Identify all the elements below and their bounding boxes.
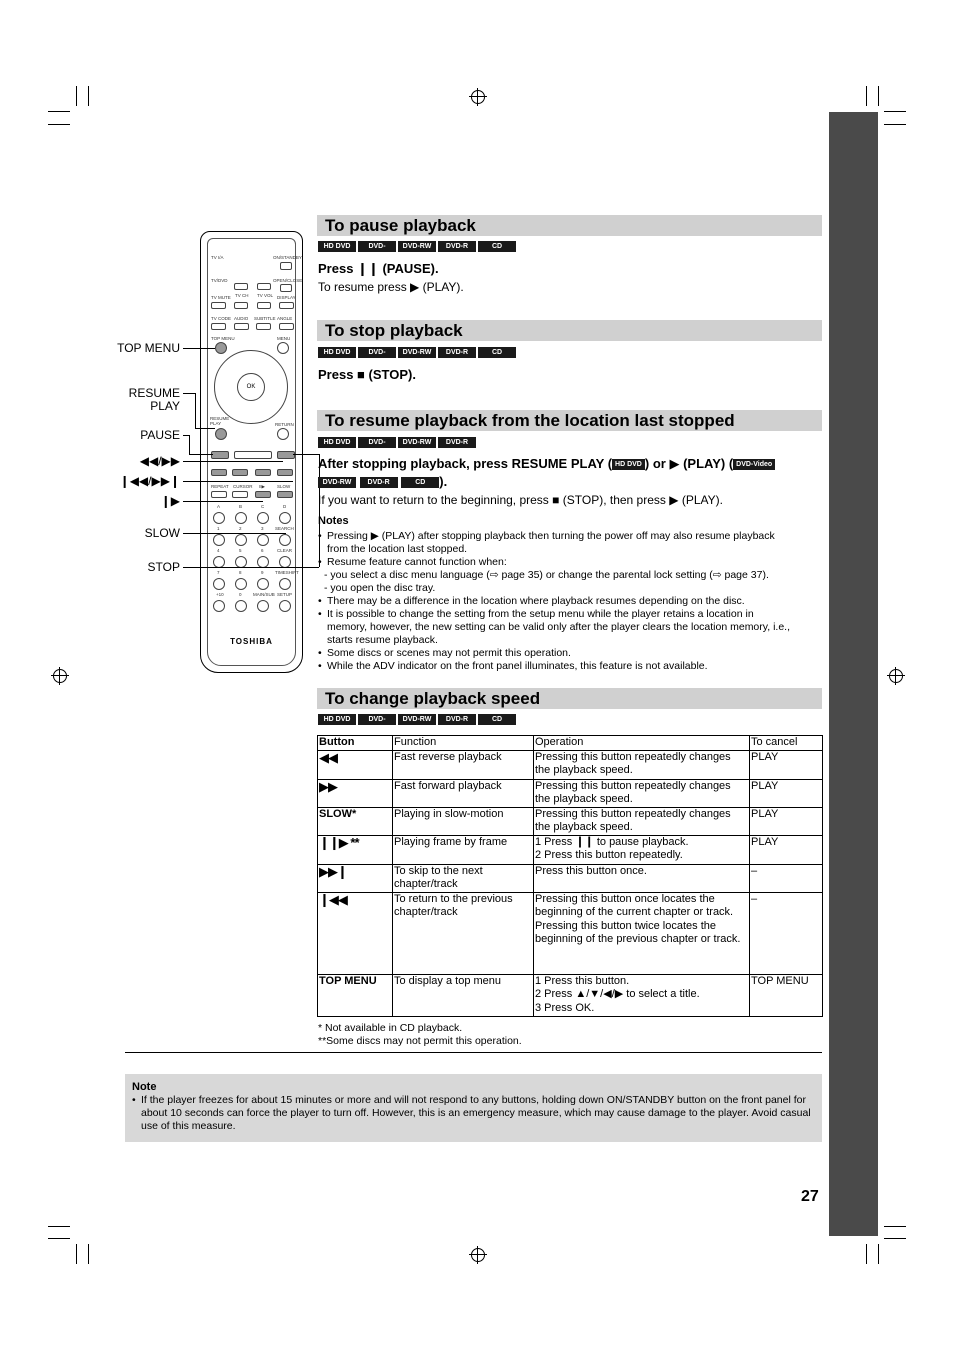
repeat-button[interactable] [211, 491, 227, 498]
section-title-resume: To resume playback from the location last stopped [317, 410, 822, 431]
column-header: Operation [534, 736, 750, 751]
function-cell: Playing in slow-motion [393, 807, 534, 835]
return-to-beginning [318, 493, 723, 507]
leader-line [183, 348, 215, 349]
leader-line [183, 393, 195, 394]
badge-dvd-video: DVD-Video [733, 459, 775, 470]
n1-label: 1 [217, 526, 220, 531]
tv-dvd-label: TV/DVD [211, 278, 228, 283]
open-close-button[interactable] [280, 284, 292, 292]
n9-button[interactable] [257, 578, 269, 590]
resume-instruction-line2 [318, 474, 447, 489]
callout-resume-play: RESUME PLAY [128, 386, 180, 413]
page-number: 27 [801, 1188, 819, 1205]
crop-mark [48, 1226, 70, 1227]
note-item: - you open the disc tray. [324, 582, 436, 594]
stop-icon: ■ [552, 493, 560, 507]
cancel-cell: – [750, 864, 823, 892]
leader-line [183, 533, 286, 534]
table-row [318, 974, 823, 1016]
registration-mark [53, 669, 67, 683]
top-menu-label: TOP MENU [211, 336, 235, 341]
crop-mark [866, 1244, 867, 1264]
badge-dvd-rw: DVD-RW [398, 437, 436, 448]
crop-mark [884, 1226, 906, 1227]
operation-cell: Pressing this button repeatedly changes the playback speed. [534, 807, 750, 835]
frame-label: II▶ [259, 484, 265, 489]
badge-dvd-video: DVD-Video [358, 437, 396, 448]
n3-label: 3 [261, 526, 264, 531]
table-row [318, 864, 823, 892]
crop-mark [88, 1244, 89, 1264]
function-cell: To return to the previous chapter/track [393, 892, 534, 974]
crop-mark [88, 86, 89, 106]
beginning-a: If you want to return to the beginning, press [318, 493, 549, 507]
badge-dvd-r: DVD-R [438, 714, 476, 725]
divider [125, 1052, 822, 1053]
resume-instruction-a: After stopping playback, press RESUME PLAY ( [318, 456, 613, 471]
repeat-label: REPEAT [211, 484, 229, 489]
crop-mark [48, 1238, 70, 1239]
playback-speed-table [317, 735, 823, 1017]
return-button[interactable] [277, 428, 289, 440]
notes-list [318, 530, 823, 673]
n8-button[interactable] [235, 578, 247, 590]
n9-label: 9 [261, 570, 264, 575]
operation-cell: Pressing this button repeatedly changes the playback speed. [534, 750, 750, 779]
remote-control-illustration [200, 231, 303, 673]
callout-frame: ❙▶ [160, 494, 180, 508]
d-label: D [283, 504, 287, 509]
button-cell [318, 835, 393, 864]
subtitle-label: SUBTITLE [254, 316, 276, 321]
disc-badges [318, 437, 476, 457]
function-cell: Fast forward playback [393, 779, 534, 807]
n1-button[interactable] [213, 534, 225, 546]
badge-hd-dvd: HD DVD [318, 437, 356, 448]
pause-icon: ❙❙ [357, 261, 379, 276]
callout-top-menu: TOP MENU [117, 341, 180, 355]
skip-back-icon: ❙◀◀ [319, 891, 347, 907]
skip-forward-button[interactable] [277, 469, 293, 476]
cancel-cell: PLAY [750, 779, 823, 807]
button-cell: SLOW* [318, 807, 393, 835]
setup-button[interactable] [279, 600, 291, 612]
operation-cell: Press this button once. [534, 864, 750, 892]
tv-code-label: TV CODE [211, 316, 232, 321]
pause-instruction [318, 261, 439, 277]
tv-vol-up-button[interactable] [257, 283, 271, 290]
registration-mark [471, 90, 485, 104]
b-label: B [239, 504, 243, 509]
operation-cell: Pressing this button repeatedly changes the playback speed. [534, 779, 750, 807]
button-cell [318, 750, 393, 779]
footnotes [318, 1022, 522, 1048]
menu-button[interactable] [277, 342, 289, 354]
operation-cell: Pressing this button once locates the beginning of the current chapter or track. Pressing this button twice locates the beginning of the previous chapter or track. [534, 892, 750, 974]
note-item: • It is possible to change the setting from the setup menu while the player retains a location in [318, 608, 823, 621]
pause-button[interactable] [211, 451, 229, 459]
subtitle-button[interactable] [256, 323, 271, 330]
operation-cell: 1 Press ❙❙ to pause playback. 2 Press this button repeatedly. [534, 835, 750, 864]
cancel-cell: PLAY [750, 807, 823, 835]
slow-label: SLOW [277, 484, 291, 489]
return-label: RETURN [275, 422, 294, 427]
leader-line [183, 481, 293, 482]
button-cell [318, 864, 393, 892]
disc-badges [318, 347, 516, 367]
badge-cd: CD [478, 241, 516, 252]
note-item: memory, however, the new setting can be valid only after the player clears the location memory, i.e., [327, 621, 790, 633]
column-header: To cancel [750, 736, 823, 751]
note-item: • While the ADV indicator on the front panel illuminates, this feature is not available. [318, 660, 823, 673]
badge-cd: CD [478, 347, 516, 358]
press-button-name: (STOP). [368, 367, 416, 382]
setup-label: SETUP [277, 592, 293, 597]
section-title-pause: To pause playback [317, 215, 822, 236]
n2-button[interactable] [235, 534, 247, 546]
callout-pause: PAUSE [140, 428, 180, 442]
leader-line [183, 501, 263, 502]
table-row [318, 750, 823, 779]
button-cell [318, 779, 393, 807]
leader-line [183, 567, 319, 568]
function-cell: Playing frame by frame [393, 835, 534, 864]
resume-play-button[interactable] [215, 428, 227, 440]
press-prefix: Press [318, 261, 354, 276]
crop-mark [884, 124, 906, 125]
cancel-cell: PLAY [750, 750, 823, 779]
rewind-button[interactable] [232, 469, 248, 476]
tv-code-button[interactable] [211, 323, 226, 330]
n3-button[interactable] [257, 534, 269, 546]
leader-line [293, 454, 319, 455]
callout-stop: STOP [147, 560, 180, 574]
crop-mark [866, 86, 867, 106]
leader-line [195, 393, 196, 428]
play-icon: ▶ [669, 456, 680, 471]
stop-button[interactable] [277, 451, 295, 459]
footnote: **Some discs may not permit this operation. [318, 1035, 522, 1047]
table-row [318, 835, 823, 864]
badge-dvd-r: DVD-R [438, 241, 476, 252]
resume-hint-text: To resume press [318, 280, 407, 294]
crop-mark [76, 1244, 77, 1264]
brand-logo: TOSHIBA [230, 637, 273, 646]
note-item: • Pressing ▶ (PLAY) after stopping playback then turning the power off may also resume playback [318, 530, 823, 543]
crop-mark [48, 124, 70, 125]
badge-dvd-r: DVD-R [438, 347, 476, 358]
note-text: • If the player freezes for about 15 minutes or more and will not respond to any buttons, holding down ON/STANDBY button on the front panel for about 10 seconds can force the player to turn off. However, this is an emergency measure, which may cause damage to the player. Avoid casual use of this measure. [132, 1094, 812, 1133]
search-label: SEARCH [275, 526, 294, 531]
d-button[interactable] [279, 512, 291, 524]
button-cell: TOP MENU [318, 974, 393, 1016]
fast-forward-button[interactable] [255, 469, 271, 476]
audio-label: AUDIO [234, 316, 249, 321]
n8-label: 8 [239, 570, 242, 575]
disc-badges [318, 241, 516, 261]
crop-mark [884, 111, 906, 112]
skip-forward-icon: ▶▶❙ [319, 863, 347, 879]
note-item: • Resume feature cannot function when: [318, 556, 823, 569]
badge-hd-dvd: HD DVD [612, 459, 645, 470]
notes-title: Notes [318, 515, 349, 527]
resume-instruction-end: ). [439, 474, 448, 489]
callout-rev-fwd: ◀◀/▶▶ [139, 454, 180, 468]
table-row [318, 892, 823, 974]
top-menu-button[interactable] [215, 342, 227, 354]
note-box [125, 1074, 822, 1142]
angle-button[interactable] [279, 323, 294, 330]
badge-cd: CD [401, 477, 439, 488]
badge-dvd-rw: DVD-RW [398, 714, 436, 725]
badge-cd: CD [478, 714, 516, 725]
audio-button[interactable] [234, 323, 249, 330]
main-sub-button[interactable] [257, 600, 269, 612]
crop-mark [884, 1238, 906, 1239]
badge-dvd-video: DVD-Video [358, 714, 396, 725]
column-header: Function [393, 736, 534, 751]
clear-label: CLEAR [277, 548, 293, 553]
a-button[interactable] [213, 512, 225, 524]
fast-forward-icon: ▶▶ [319, 778, 337, 794]
stop-instruction [318, 367, 416, 382]
crop-mark [878, 1244, 879, 1264]
frame-advance-icon: ❙❙▶ ** [319, 834, 359, 850]
leader-line [189, 435, 190, 454]
crop-mark [76, 86, 77, 106]
cancel-cell: – [750, 892, 823, 974]
play-icon: ▶ [669, 493, 679, 507]
press-prefix: Press [318, 367, 354, 382]
button-cell [318, 892, 393, 974]
leader-line [195, 428, 215, 429]
tv-power-label: TV I/А [211, 255, 224, 260]
search-button[interactable] [279, 534, 291, 546]
main-sub-label: MAIN/SUB [253, 592, 275, 597]
stop-icon: ■ [357, 367, 365, 382]
skip-back-button[interactable] [211, 469, 227, 476]
menu-label: MENU [277, 336, 291, 341]
cursor-label: CURSOR [233, 484, 253, 489]
table-row [318, 779, 823, 807]
tv-ch-up-button[interactable] [234, 283, 248, 290]
footnote: * Not available in CD playback. [318, 1022, 463, 1034]
resume-play-label: RESUME PLAY [210, 416, 230, 426]
n4-label: 4 [217, 548, 220, 553]
badge-dvd-r: DVD-R [438, 437, 476, 448]
rewind-icon: ◀◀ [319, 749, 337, 765]
resume-instruction-c: (PLAY) ( [683, 456, 734, 471]
note-item: - you select a disc menu language (⇨ page 35) or change the parental lock setting (⇨ page 37). [324, 569, 769, 581]
table-header-row [318, 736, 823, 751]
function-cell: To skip to the next chapter/track [393, 864, 534, 892]
frame-advance-button[interactable] [255, 491, 271, 498]
timeshift-label: TIMESHIFT [275, 570, 299, 575]
resume-hint [318, 280, 464, 294]
note-item: from the location last stopped. [327, 543, 468, 555]
operation-cell: 1 Press this button. 2 Press ▲/▼/◀/▶ to select a title. 3 Press OK. [534, 974, 750, 1016]
callout-slow: SLOW [144, 526, 180, 540]
plus10-label: +10 [216, 592, 224, 597]
badge-hd-dvd: HD DVD [318, 347, 356, 358]
badge-dvd-rw: DVD-RW [398, 241, 436, 252]
function-cell: Fast reverse playback [393, 750, 534, 779]
zero-button[interactable] [235, 600, 247, 612]
badge-dvd-r: DVD-R [360, 477, 398, 488]
resume-instruction-b: ) or [644, 456, 666, 471]
cancel-cell: PLAY [750, 835, 823, 864]
tv-ch-down-button[interactable] [234, 302, 248, 309]
beginning-b: (STOP), then press [562, 493, 666, 507]
section-title-stop: To stop playback [317, 320, 822, 341]
registration-mark [889, 669, 903, 683]
on-standby-label: ON/STANDBY [273, 255, 302, 260]
n7-label: 7 [217, 570, 220, 575]
press-button-name: (PAUSE). [382, 261, 439, 276]
badge-hd-dvd: HD DVD [318, 714, 356, 725]
play-icon: ▶ [410, 280, 420, 294]
chapter-side-tab [829, 112, 878, 1236]
note-title: Note [132, 1081, 157, 1093]
open-close-label: OPEN/CLOSE [273, 278, 303, 283]
zero-label: 0 [239, 592, 242, 597]
c-button[interactable] [257, 512, 269, 524]
section-title-speed: To change playback speed [317, 688, 822, 709]
note-item: • There may be a difference in the location where playback resumes depending on the disc. [318, 595, 823, 608]
tv-vol-down-button[interactable] [257, 302, 271, 309]
beginning-c: (PLAY). [681, 493, 723, 507]
cursor-button[interactable] [232, 491, 248, 498]
badge-dvd-rw: DVD-RW [318, 477, 356, 488]
n2-label: 2 [239, 526, 242, 531]
tv-mute-button[interactable] [211, 302, 226, 309]
angle-label: ANGLE [277, 316, 293, 321]
badge-dvd-rw: DVD-RW [398, 347, 436, 358]
badge-dvd-video: DVD-Video [358, 241, 396, 252]
leader-line [183, 461, 283, 462]
n7-button[interactable] [213, 578, 225, 590]
callout-skip: ❙◀◀/▶▶❙ [119, 474, 180, 488]
registration-mark [471, 1248, 485, 1262]
plus10-button[interactable] [213, 600, 225, 612]
power-button[interactable] [280, 262, 292, 270]
b-button[interactable] [235, 512, 247, 524]
n5-label: 5 [239, 548, 242, 553]
direction-pad[interactable] [214, 350, 288, 424]
note-item: • Some discs or scenes may not permit this operation. [318, 647, 823, 660]
tv-mute-label: TV MUTE [211, 295, 231, 300]
cancel-cell: TOP MENU [750, 974, 823, 1016]
badge-dvd-video: DVD-Video [358, 347, 396, 358]
resume-hint-button: (PLAY). [422, 280, 464, 294]
table-row [318, 807, 823, 835]
crop-mark [878, 86, 879, 106]
disc-badges [318, 714, 516, 734]
tv-vol-label: TV VOL [257, 293, 274, 298]
play-button[interactable] [234, 451, 272, 459]
slow-button[interactable] [277, 491, 293, 498]
n6-label: 6 [261, 548, 264, 553]
c-label: C [261, 504, 265, 509]
leader-line [189, 454, 213, 455]
crop-mark [48, 111, 70, 112]
display-label: DISPLAY [277, 295, 296, 300]
timeshift-button[interactable] [279, 578, 291, 590]
tv-ch-label: TV CH [235, 293, 249, 298]
column-header: Button [318, 736, 393, 751]
resume-instruction [318, 456, 823, 472]
display-button[interactable] [279, 302, 294, 309]
a-label: A [217, 504, 221, 509]
function-cell: To display a top menu [393, 974, 534, 1016]
note-item: starts resume playback. [327, 634, 438, 646]
ok-button[interactable]: OK [237, 373, 265, 401]
badge-hd-dvd: HD DVD [318, 241, 356, 252]
